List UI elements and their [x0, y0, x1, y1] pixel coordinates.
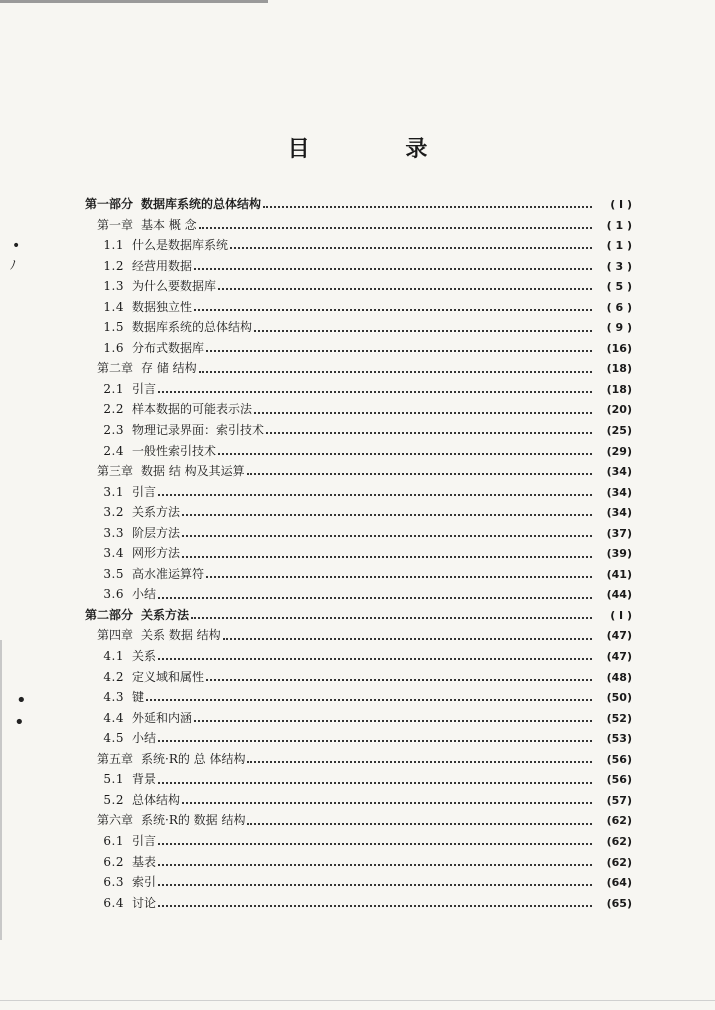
toc-entry-page: (39) [606, 547, 632, 561]
toc-entry-page: (53) [606, 732, 632, 746]
toc-entry-number: 3.2 [103, 505, 124, 520]
toc-entry [77, 810, 632, 831]
toc-entry [77, 358, 632, 379]
toc-entry-title: 存 储 结构 [141, 361, 197, 376]
toc-entry-title: 总体结构 [132, 792, 181, 807]
toc-entry-page: (48) [606, 670, 632, 684]
left-edge-shadow [0, 640, 2, 940]
toc-entry-title: 引言 [132, 833, 157, 848]
dot-leader [158, 782, 592, 784]
toc-entry-title: 系统·R的 数据 结构 [141, 813, 246, 828]
toc-entry [77, 215, 632, 236]
dot-leader [247, 761, 592, 763]
toc-entry-title: 物理记录界面：索引技术 [132, 423, 265, 438]
dot-leader [254, 412, 592, 414]
toc-entry-page: ( 6 ) [606, 300, 632, 314]
toc-entry-title: 系统·R的 总 体结构 [141, 751, 246, 766]
toc-entry-number: 6.1 [103, 833, 124, 848]
dot-leader [254, 330, 592, 332]
toc-entry-title: 为什么要数据库 [132, 279, 217, 294]
toc-entry-title: 关系方法 [141, 607, 190, 622]
toc-entry [77, 769, 632, 790]
toc-entry-number: 2.2 [103, 402, 124, 417]
toc-entry-page: (37) [606, 526, 632, 540]
toc-entry [77, 461, 632, 482]
dot-leader [199, 227, 592, 229]
dot-leader [182, 802, 592, 804]
toc-entry-number: 第二部分 [84, 607, 133, 622]
toc-entry-number: 第一章 [96, 217, 133, 232]
toc-entry-title: 外延和内涵 [132, 710, 193, 725]
toc-entry-title: 什么是数据库系统 [132, 238, 229, 253]
toc-entry-title: 关系 数据 结构 [141, 628, 221, 643]
toc-entry-title: 数据独立性 [132, 299, 193, 314]
toc-entry-page: (64) [606, 876, 632, 890]
dot-leader [194, 309, 592, 311]
toc-entry [77, 584, 632, 605]
toc-entry-number: 第五章 [96, 751, 133, 766]
toc-entry-number: 4.4 [103, 710, 124, 725]
toc-entry [77, 317, 632, 338]
toc-entry-page: ( I ) [610, 198, 632, 211]
toc-entry-title: 讨论 [132, 895, 157, 910]
dot-leader [158, 740, 592, 742]
toc-entry [77, 297, 632, 318]
dot-leader [182, 535, 592, 537]
toc-entry-page: (62) [606, 855, 632, 869]
toc-entry [77, 667, 632, 688]
bottom-edge-rule [0, 1000, 715, 1001]
toc-entry [77, 893, 632, 914]
toc-entry-number: 第二章 [96, 361, 133, 376]
toc-entry-page: (29) [606, 444, 632, 458]
dot-leader [158, 391, 592, 393]
dot-leader [206, 679, 592, 681]
toc-entry [77, 749, 632, 770]
toc-entry-number: 2.4 [103, 443, 124, 458]
toc-entry-number: 3.3 [103, 525, 124, 540]
toc-entry-number: 2.1 [103, 381, 124, 396]
toc-entry-number: 1.2 [103, 258, 124, 273]
toc-entry-page: ( 5 ) [606, 280, 632, 294]
toc-entry [77, 605, 632, 626]
toc-entry-number: 2.3 [103, 423, 124, 438]
page-title: 目 录 [287, 137, 472, 162]
toc-entry-number: 6.2 [103, 854, 124, 869]
toc-entry-number: 第四章 [96, 628, 133, 643]
toc-entry-number: 3.1 [103, 484, 124, 499]
toc-entry-page: (18) [606, 362, 632, 376]
toc-entry-number: 4.2 [103, 669, 124, 684]
toc-entry-title: 引言 [132, 484, 157, 499]
toc-entry [77, 420, 632, 441]
toc-entry-page: ( 3 ) [606, 259, 632, 273]
toc-entry-page: ( 1 ) [606, 218, 632, 232]
dot-leader [158, 864, 592, 866]
toc-entry-title: 基本 概 念 [141, 217, 197, 232]
toc-entry-page: ( 1 ) [606, 239, 632, 253]
toc-entry-title: 小结 [132, 587, 157, 602]
toc-entry [77, 728, 632, 749]
toc-entry-number: 3.6 [103, 587, 124, 602]
toc-entry-page: (56) [606, 773, 632, 787]
toc-entry-title: 分布式数据库 [132, 340, 205, 355]
toc-entry-page: ( 9 ) [606, 321, 632, 335]
binding-hole-mark: • [16, 690, 27, 711]
toc-entry-number: 第一部分 [84, 197, 133, 211]
toc-entry-title: 基表 [132, 854, 157, 869]
toc-entry-page: (34) [606, 465, 632, 479]
toc-entry [77, 687, 632, 708]
toc-entry-title: 经营用数据 [132, 258, 193, 273]
dot-leader [199, 371, 592, 373]
toc-entry [77, 523, 632, 544]
dot-leader [247, 823, 592, 825]
dot-leader [218, 453, 592, 455]
toc-entry [77, 502, 632, 523]
toc-entry-page: (34) [606, 506, 632, 520]
dot-leader [158, 658, 592, 660]
toc-entry [77, 482, 632, 503]
dot-leader [158, 884, 592, 886]
toc-entry-title: 数据库系统的总体结构 [141, 197, 262, 211]
toc-entry [77, 852, 632, 873]
toc-entry [77, 646, 632, 667]
dot-leader [206, 350, 592, 352]
toc-entry-page: (34) [606, 485, 632, 499]
toc-entry [77, 441, 632, 462]
toc-entry-number: 1.3 [103, 279, 124, 294]
toc-entry-page: (16) [606, 341, 632, 355]
toc-entry-page: (52) [606, 711, 632, 725]
toc-entry-number: 1.5 [103, 320, 124, 335]
toc-entry-number: 5.2 [103, 792, 124, 807]
dot-leader [158, 494, 592, 496]
toc-entry [77, 831, 632, 852]
toc-entry-title: 定义域和属性 [132, 669, 205, 684]
binding-hole-mark: • [12, 238, 21, 254]
toc-entry-number: 3.5 [103, 566, 124, 581]
toc-entry-page: (50) [606, 691, 632, 705]
toc-entry-number: 第六章 [96, 813, 133, 828]
toc-entry-page: (44) [606, 588, 632, 602]
toc-entry-title: 高水准运算符 [132, 566, 205, 581]
toc-entry-page: (65) [606, 896, 632, 910]
toc-entry-number: 6.3 [103, 875, 124, 890]
top-edge-rule [0, 0, 268, 3]
toc-entry [77, 338, 632, 359]
toc-entry [77, 379, 632, 400]
toc-entry-title: 小结 [132, 731, 157, 746]
toc-entry-page: (56) [606, 752, 632, 766]
toc-entry-number: 5.1 [103, 772, 124, 787]
toc-entry-page: (47) [606, 629, 632, 643]
toc-entry [77, 708, 632, 729]
dot-leader [223, 638, 592, 640]
dot-leader [158, 597, 592, 599]
toc-entry-title: 键 [132, 690, 145, 705]
toc-entry [77, 235, 632, 256]
toc-entry-page: (62) [606, 834, 632, 848]
toc-entry-page: (62) [606, 814, 632, 828]
dot-leader [230, 247, 592, 249]
toc-entry [77, 872, 632, 893]
dot-leader [206, 576, 592, 578]
toc-entry-page: (20) [606, 403, 632, 417]
toc-entry [77, 564, 632, 585]
dot-leader [191, 617, 592, 619]
dot-leader [158, 843, 592, 845]
toc-entry-title: 一般性索引技术 [132, 443, 217, 458]
toc-entry [77, 543, 632, 564]
toc-entry-title: 数据库系统的总体结构 [132, 320, 253, 335]
toc-entry-number: 1.1 [103, 238, 124, 253]
dot-leader [263, 206, 592, 208]
dot-leader [182, 514, 592, 516]
toc-entry-title: 数据 结 构及其运算 [141, 464, 245, 479]
toc-entry-page: ( I ) [610, 608, 632, 622]
dot-leader [194, 720, 592, 722]
dot-leader [266, 432, 592, 434]
toc-entry-title: 背景 [132, 772, 157, 787]
dot-leader [158, 905, 592, 907]
toc-entry-number: 4.1 [103, 649, 124, 664]
toc-entry [77, 790, 632, 811]
toc-entry-page: (25) [606, 424, 632, 438]
toc-entry-page: (18) [606, 382, 632, 396]
toc-entry [77, 399, 632, 420]
toc-entry-title: 关系方法 [132, 505, 181, 520]
toc-entry-title: 网形方法 [132, 546, 181, 561]
toc-entry [77, 625, 632, 646]
toc-entry-page: (57) [606, 793, 632, 807]
toc-entry-number: 1.4 [103, 299, 124, 314]
dot-leader [182, 556, 592, 558]
binding-hole-mark: • [14, 712, 25, 733]
toc-entry-number: 第三章 [96, 464, 133, 479]
toc-entry-title: 索引 [132, 875, 157, 890]
dot-leader [194, 268, 592, 270]
toc-entry-title: 关系 [132, 649, 157, 664]
dot-leader [247, 473, 592, 475]
toc-entry-title: 引言 [132, 381, 157, 396]
dot-leader [146, 699, 592, 701]
toc-entry-title: 阶层方法 [132, 525, 181, 540]
toc-entry-number: 1.6 [103, 340, 124, 355]
dot-leader [218, 288, 592, 290]
toc-entry-number: 4.3 [103, 690, 124, 705]
toc-entry-number: 6.4 [103, 895, 124, 910]
table-of-contents [77, 194, 632, 913]
toc-entry [77, 276, 632, 297]
binding-scribble-mark: ﾉ [10, 258, 17, 272]
toc-entry-title: 样本数据的可能表示法 [132, 402, 253, 417]
toc-entry-page: (47) [606, 650, 632, 664]
toc-entry [77, 194, 632, 215]
toc-entry-number: 3.4 [103, 546, 124, 561]
toc-entry-number: 4.5 [103, 731, 124, 746]
toc-entry [77, 256, 632, 277]
toc-entry-page: (41) [606, 567, 632, 581]
